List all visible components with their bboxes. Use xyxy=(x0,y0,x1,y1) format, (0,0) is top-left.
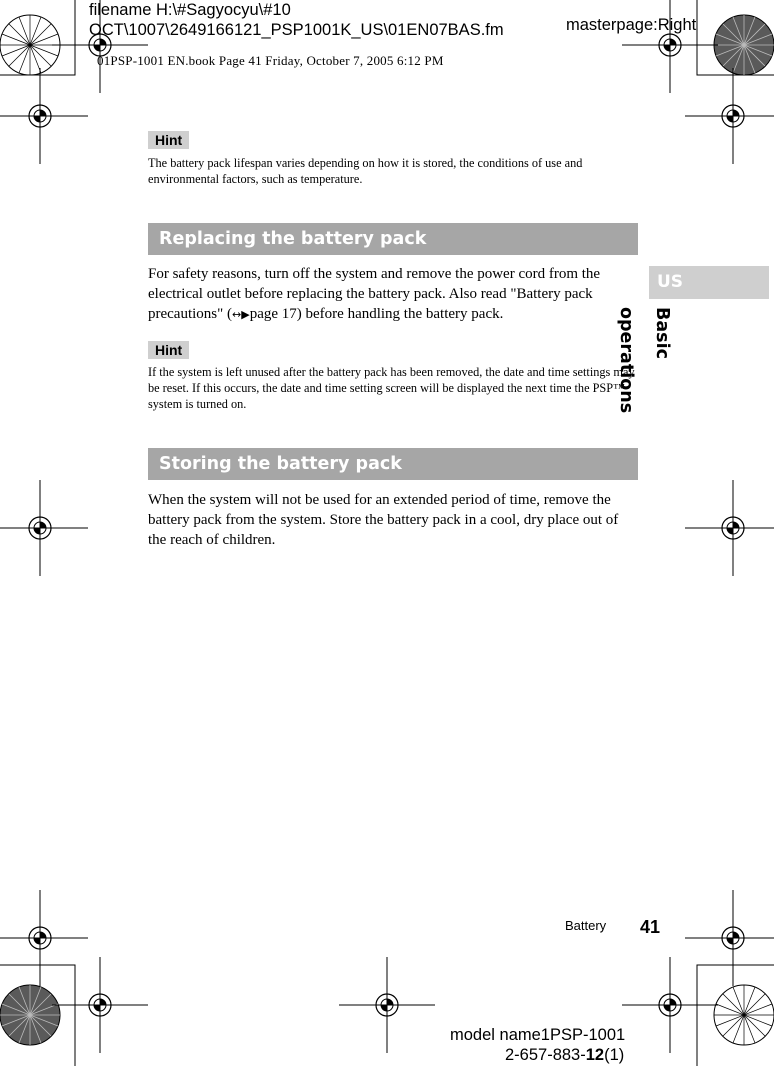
model-name: model name1PSP-1001 xyxy=(450,1026,626,1044)
file-path-line2: OCT\1007\2649166121_PSP1001K_US\01EN07BAS.fm xyxy=(89,21,504,39)
chapter-title: Basic operations xyxy=(616,307,672,414)
section-heading-storing: Storing the battery pack xyxy=(148,448,638,480)
page-number: 41 xyxy=(640,917,661,937)
model-code-suffix: (1) xyxy=(604,1046,625,1064)
storing-paragraph: When the system will not be used for an extended period of time, remove the battery pack from the system. Store the battery pack in a cool, dry place out of the reach of children. xyxy=(148,492,619,548)
replacing-paragraph xyxy=(148,264,638,325)
region-tab: US xyxy=(649,266,769,299)
book-info: 01PSP-1001 EN.book Page 41 Friday, October 7, 2005 6:12 PM xyxy=(97,53,444,68)
replacing-text: For safety reasons, turn off the system and remove the power cord from the electrical outlet before replacing the battery pack. Also read "Battery pack precautions" ( xyxy=(148,266,601,322)
hint-text: The battery pack lifespan varies depending on how it is stored, the conditions of use and environmental factors, such as temperature. xyxy=(148,156,583,186)
hint-label: Hint xyxy=(148,341,189,359)
masterpage-label: masterpage:Right xyxy=(566,16,697,34)
model-code-prefix: 2-657-883- xyxy=(505,1046,586,1064)
file-path xyxy=(89,0,504,40)
hint-text: If the system is left unused after the battery pack has been removed, the date and time settings may be reset. If this occurs, the date and time setting screen will be displayed the next time the PSP™ system is turned on. xyxy=(148,365,635,411)
page-reference-arrow-icon: ↔▶ xyxy=(232,308,250,321)
file-path-line1: filename H:\#Sagyocyu\#10 xyxy=(89,1,291,19)
section-heading-replacing: Replacing the battery pack xyxy=(148,223,638,255)
model-code xyxy=(505,1046,624,1065)
replacing-text-end: page 17) before handling the battery pack. xyxy=(249,306,504,322)
footer-section-name: Battery xyxy=(565,918,607,933)
model-code-bold: 12 xyxy=(585,1046,605,1064)
hint-label: Hint xyxy=(148,131,189,149)
